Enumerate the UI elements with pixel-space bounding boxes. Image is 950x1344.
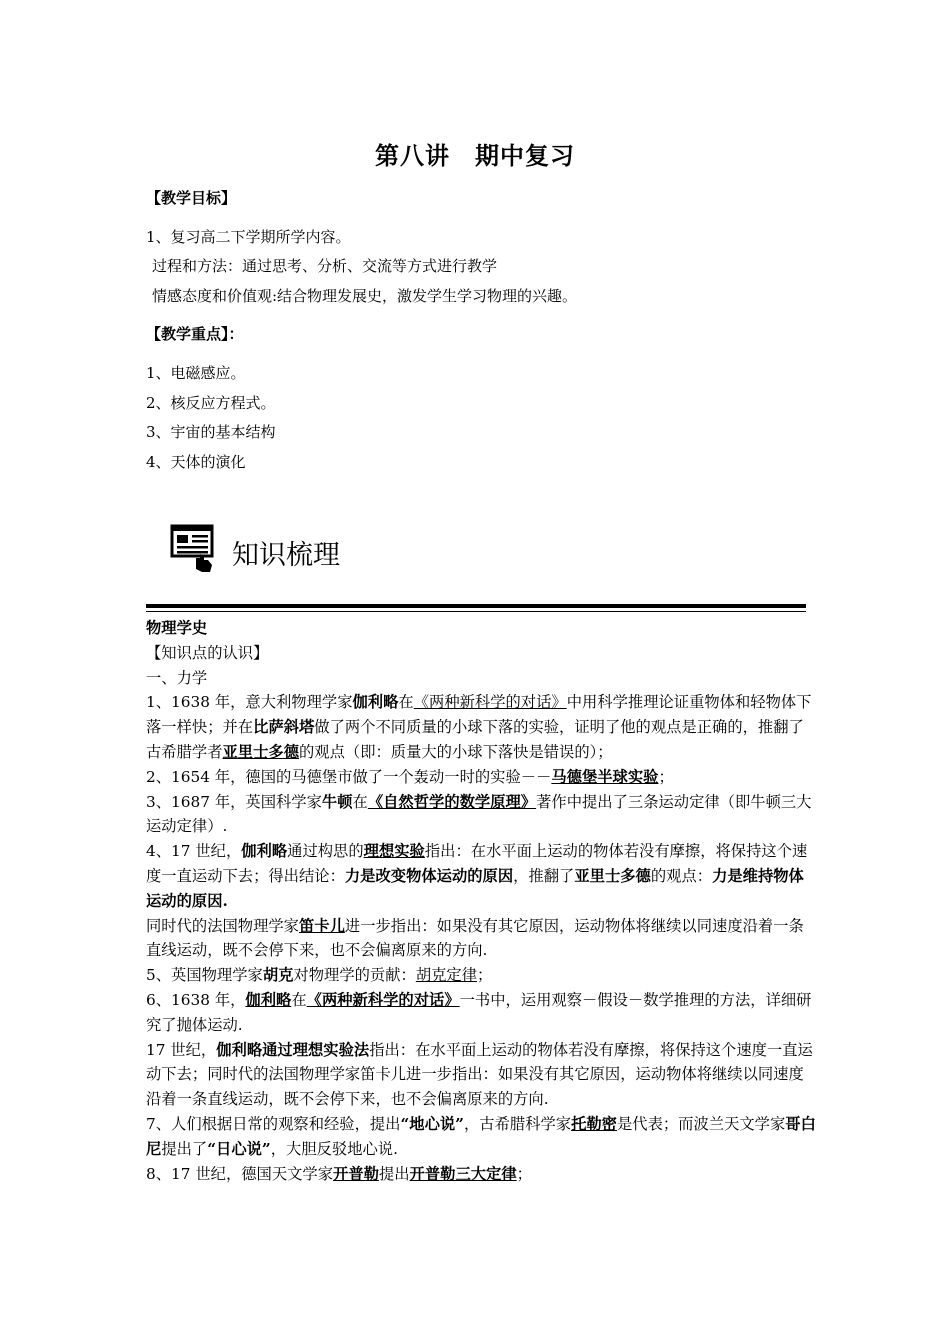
objectives-heading: 【教学目标】 [146,189,237,207]
objective-line: 情感态度和价值观:结合物理发展史，激发学生学习物理的兴趣。 [152,287,578,305]
history-item: 1、1638 年，意大利物理学家伽利略在《两种新科学的对话》中用科学推理论证重物体和轻物体下落一样快；并在比萨斜塔做了两个不同质量的小球下落的实验，证明了他的观点是正确的，推翻了古希腊学者亚里士多德的观点（即：质量大的小球下落快是错误的）； [146,693,812,761]
history-item: 同时代的法国物理学家笛卡儿进一步指出：如果没有其它原因，运动物体将继续以同速度沿着一条直线运动，既不会停下来，也不会偏离原来的方向. [146,916,804,960]
history-item: 8、17 世纪，德国天文学家开普勒提出开普勒三大定律； [146,1164,532,1183]
history-item: 3、1687 年，英国科学家牛顿在《自然哲学的数学原理》著作中提出了三条运动定律（即牛顿三大运动定律）. [146,792,812,836]
history-subheading: 【知识点的认识】 [146,643,269,662]
history-item: 7、人们根据日常的观察和经验，提出“地心说”，古希腊科学家托勒密是代表；而波兰天文学家哥白尼提出了“日心说”，大胆反驳地心说. [146,1114,816,1158]
key-points-heading: 【教学重点】： [146,325,244,343]
section-banner-title: 知识梳理 [232,540,340,571]
divider [146,611,806,612]
key-point-item: 1、电磁感应。 [146,364,246,382]
history-body [146,616,818,1186]
key-point-item: 3、宇宙的基本结构 [146,423,276,441]
divider [146,604,806,608]
key-point-item: 4、天体的演化 [146,453,246,471]
document-hand-icon [170,524,216,574]
history-item: 2、1654 年，德国的马德堡市做了一个轰动一时的实验－－马德堡半球实验； [146,767,674,786]
history-category: 一、力学 [146,668,208,687]
history-item: 4、17 世纪，伽利略通过构思的理想实验指出：在水平面上运动的物体若没有摩擦，将保持这个速度一直运动下去；得出结论：力是改变物体运动的原因，推翻了亚里士多德的观点：力是维持物体运动的原因. [146,842,808,910]
page-title: 第八讲 期中复习 [375,142,575,170]
history-item: 17 世纪，伽利略通过理想实验法指出：在水平面上运动的物体若没有摩擦，将保持这个速度一直运动下去；同时代的法国物理学家笛卡儿进一步指出：如果没有其它原因，运动物体将继续以同速度沿着一条直线运动，既不会停下来，也不会偏离原来的方向. [146,1040,813,1109]
objective-line: 1、复习高二下学期所学内容。 [146,228,351,246]
history-item: 5、英国物理学家胡克对物理学的贡献：胡克定律； [146,966,493,985]
history-heading: 物理学史 [146,619,208,637]
history-item: 6、1638 年，伽利略在《两种新科学的对话》一书中，运用观察－假设－数学推理的方法，详细研究了抛体运动. [146,990,812,1034]
objective-line: 过程和方法：通过思考、分析、交流等方式进行教学 [152,257,498,275]
key-point-item: 2、核反应方程式。 [146,394,276,412]
